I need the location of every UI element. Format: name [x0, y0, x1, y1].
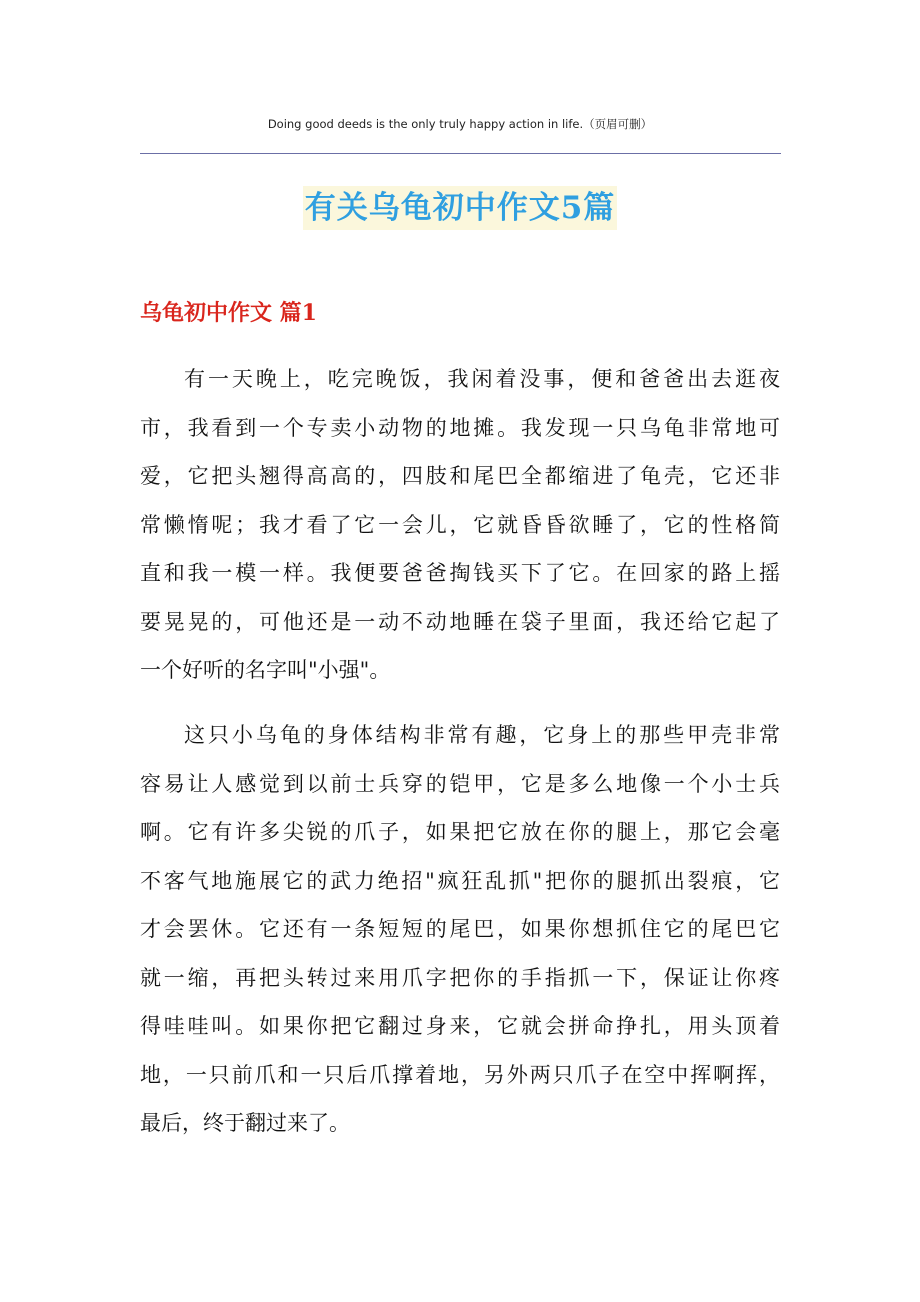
paragraph-line: 一个好听的名字叫"小强"。 [140, 658, 391, 682]
paragraph-2 [140, 711, 780, 1148]
paragraph-line: 最后，终于翻过来了。 [140, 1111, 350, 1135]
paragraph-line: 就一缩，再把头转过来用爪字把你的手指抓一下，保证让你疼 [140, 965, 780, 990]
document-title [0, 186, 920, 230]
paragraph-line: 地，一只前爪和一只后爪撑着地，另外两只爪子在空中挥啊挥， [140, 1062, 780, 1087]
header-divider [140, 153, 781, 154]
paragraph-line: 这只小乌龟的身体结构非常有趣，它身上的那些甲壳非常 [184, 723, 780, 747]
page-header-text: Doing good deeds is the only truly happy action in life.（页眉可删） [267, 117, 653, 131]
paragraph-line: 爱，它把头翘得高高的，四肢和尾巴全都缩进了龟壳，它还非 [140, 464, 780, 488]
paragraph-line: 啊。它有许多尖锐的爪子，如果把它放在你的腿上，那它会毫 [140, 820, 780, 844]
paragraph-line: 市，我看到一个专卖小动物的地摊。我发现一只乌龟非常地可 [140, 415, 780, 440]
paragraph-line: 常懒惰呢；我才看了它一会儿，它就昏昏欲睡了，它的性格简 [140, 512, 780, 537]
paragraph-1 [140, 355, 780, 695]
paragraph-line: 才会罢休。它还有一条短短的尾巴，如果你想抓住它的尾巴它 [140, 917, 780, 941]
paragraph-line: 要晃晃的，可他还是一动不动地睡在袋子里面，我还给它起了 [140, 609, 780, 634]
paragraph-line: 得哇哇叫。如果你把它翻过身来，它就会拼命挣扎，用头顶着 [140, 1014, 780, 1038]
paragraph-line: 直和我一模一样。我便要爸爸掏钱买下了它。在回家的路上摇 [140, 561, 780, 585]
paragraph-line: 容易让人感觉到以前士兵穿的铠甲，它是多么地像一个小士兵 [140, 771, 780, 796]
paragraph-line: 有一天晚上，吃完晚饭，我闲着没事，便和爸爸出去逛夜 [184, 367, 780, 391]
paragraph-line: 不客气地施展它的武力绝招"疯狂乱抓"把你的腿抓出裂痕，它 [140, 868, 780, 893]
section-heading: 乌龟初中作文 篇1 [140, 300, 317, 326]
document-title-text: 有关乌龟初中作文5篇 [303, 186, 618, 230]
